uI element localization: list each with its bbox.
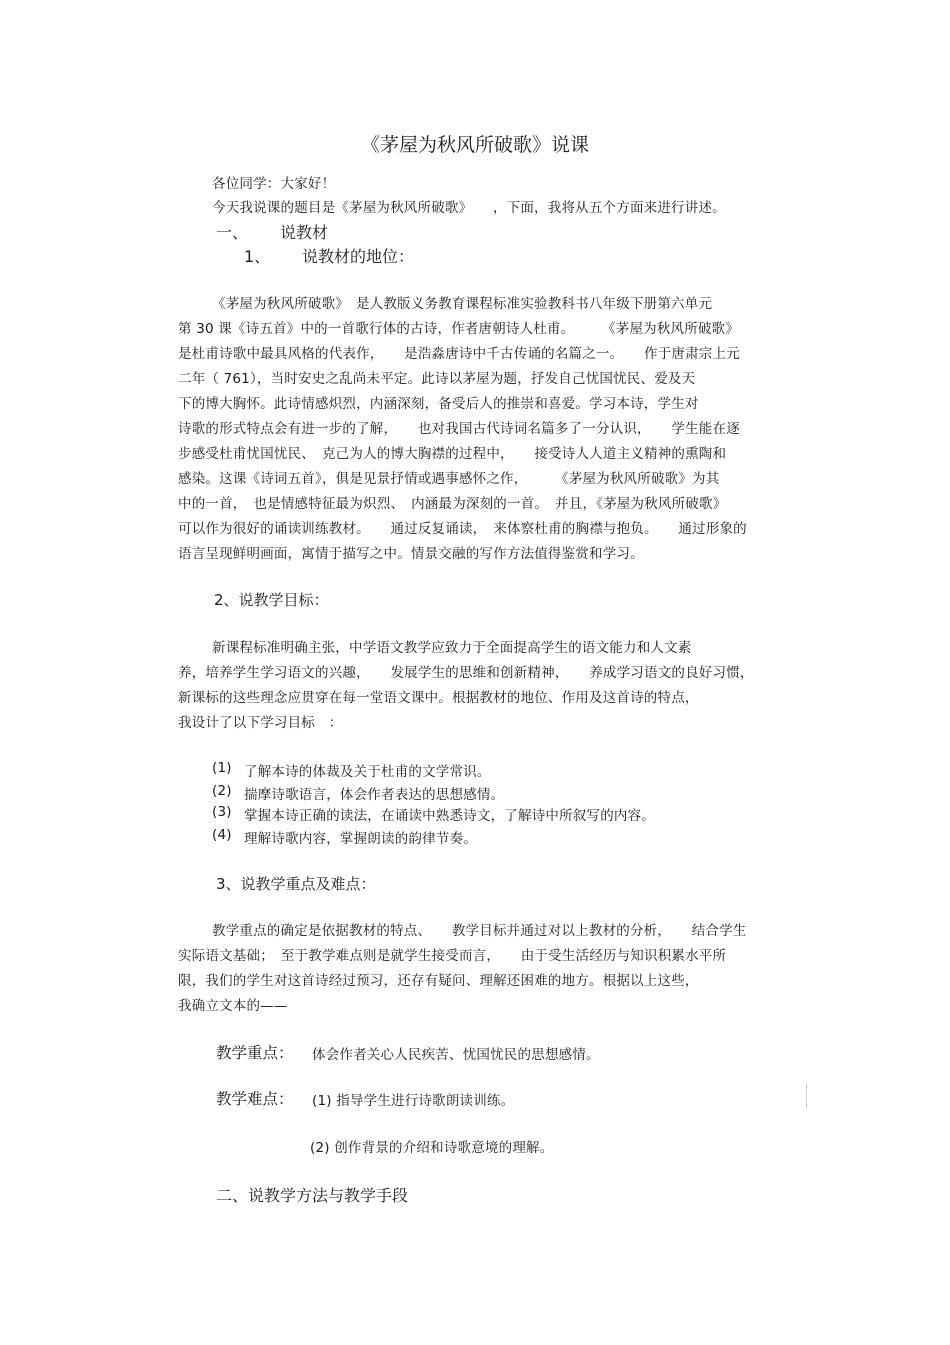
section-1-heading: 说教材 [280, 223, 329, 242]
paragraph-line: 步感受杜甫忧国忧民、 克己为人的博大胸襟的过程中， 接受诗人人道主义精神的熏陶和 [178, 446, 727, 462]
paragraph-line: 限，我们的学生对这首诗经过预习，还存有疑问、理解还困难的地方。根据以上这些， [178, 973, 699, 989]
goal-number: (1) [212, 760, 232, 776]
paragraph-line: 我确立文本的—— [178, 998, 288, 1014]
goal-text: 理解诗歌内容，掌握朗读的韵律节奏。 [244, 831, 477, 847]
paragraph-line: 中的一首， 也是情感特征最为炽烈、 内涵最为深刻的一首。 并且，《茅屋为秋风所破歌》 [178, 496, 727, 512]
paragraph-line: 诗歌的形式特点会有进一步的了解， 也对我国古代诗词名篇多了一分认识， 学生能在逐 [178, 421, 740, 437]
greeting: 各位同学：大家好！ [212, 176, 336, 192]
paragraph-line: 感染。这课《诗词五首》，俱是见景抒情或遇事感怀之作， 《茅屋为秋风所破歌》为其 [178, 471, 720, 487]
paragraph-line: 二年（ 761），当时安史之乱尚未平定。此诗以茅屋为题，抒发自己忧国忧民、爱及天 [178, 371, 696, 387]
goal-text: 掌握本诗正确的读法，在诵读中熟悉诗文，了解诗中所叙写的内容。 [244, 808, 655, 824]
goal-number: (3) [212, 804, 232, 820]
teaching-difficulty-label: 教学难点： [216, 1090, 294, 1108]
paragraph-line: 《茅屋为秋风所破歌》 是人教版义务教育课程标准实验教科书八年级下册第六单元 [212, 296, 713, 312]
goal-text: 揣摩诗歌语言，体会作者表达的思想感情。 [244, 787, 505, 803]
difficulty-item: (1) 指导学生进行诗歌朗读训练。 [312, 1093, 515, 1109]
subsection-3-heading: 3、说教学重点及难点： [216, 875, 376, 893]
paragraph-line: 实际语文基础； 至于教学难点则是就学生接受而言， 由于受生活经历与知识积累水平所 [178, 948, 727, 964]
paragraph-line: 语言呈现鲜明画面，寓情于描写之中。情景交融的写作方法值得鉴赏和学习。 [178, 546, 644, 562]
paragraph-line: 第 30 课《诗五首》中的一首歌行体的古诗，作者唐朝诗人杜甫。 《茅屋为秋风所破歌》 [178, 321, 740, 337]
margin-line [806, 1083, 807, 1109]
section-1-number: 一、 [216, 223, 249, 242]
teaching-focus-label: 教学重点： [216, 1044, 294, 1062]
teaching-focus-text: 体会作者关心人民疾苦、忧国忧民的思想感情。 [312, 1047, 600, 1063]
paragraph-line: 可以作为很好的诵读训练教材。 通过反复诵读， 来体察杜甫的胸襟与抱负。 通过形象的 [178, 521, 747, 537]
paragraph-line: 是杜甫诗歌中最具风格的代表作， 是浩淼唐诗中千古传诵的名篇之一。 作于唐肃宗上元 [178, 346, 740, 362]
section-2-heading: 二、说教学方法与教学手段 [216, 1186, 409, 1205]
paragraph-line: 养，培养学生学习语文的兴趣， 发展学生的思维和创新精神， 养成学习语文的良好习惯， [178, 665, 754, 681]
paragraph-line: 下的博大胸怀。此诗情感炽烈，内涵深刻，备受后人的推崇和喜爱。学习本诗，学生对 [178, 396, 699, 412]
difficulty-item: (2) 创作背景的介绍和诗歌意境的理解。 [310, 1140, 554, 1156]
paragraph-line: 新课标的这些理念应贯穿在每一堂语文课中。根据教材的地位、作用及这首诗的特点， [178, 690, 699, 706]
subsection-1-number: 1、 [244, 247, 271, 266]
goal-number: (2) [212, 783, 232, 799]
paragraph-line: 我设计了以下学习目标 ： [178, 715, 343, 731]
paragraph-line: 教学重点的确定是依据教材的特点、 教学目标并通过对以上教材的分析， 结合学生 [212, 923, 747, 939]
goal-number: (4) [212, 827, 232, 843]
subsection-2-heading: 2、说教学目标： [214, 591, 329, 609]
subsection-1-heading: 说教材的地位： [302, 247, 415, 266]
intro-line: 今天我说课的题目是《茅屋为秋风所破歌》 ，下面，我将从五个方面来进行讲述。 [212, 200, 726, 216]
goal-text: 了解本诗的体裁及关于杜甫的文学常识。 [244, 764, 491, 780]
page-title: 《茅屋为秋风所破歌》说课 [360, 134, 589, 156]
paragraph-line: 新课程标准明确主张，中学语文教学应致力于全面提高学生的语文能力和人文素 [212, 640, 692, 656]
